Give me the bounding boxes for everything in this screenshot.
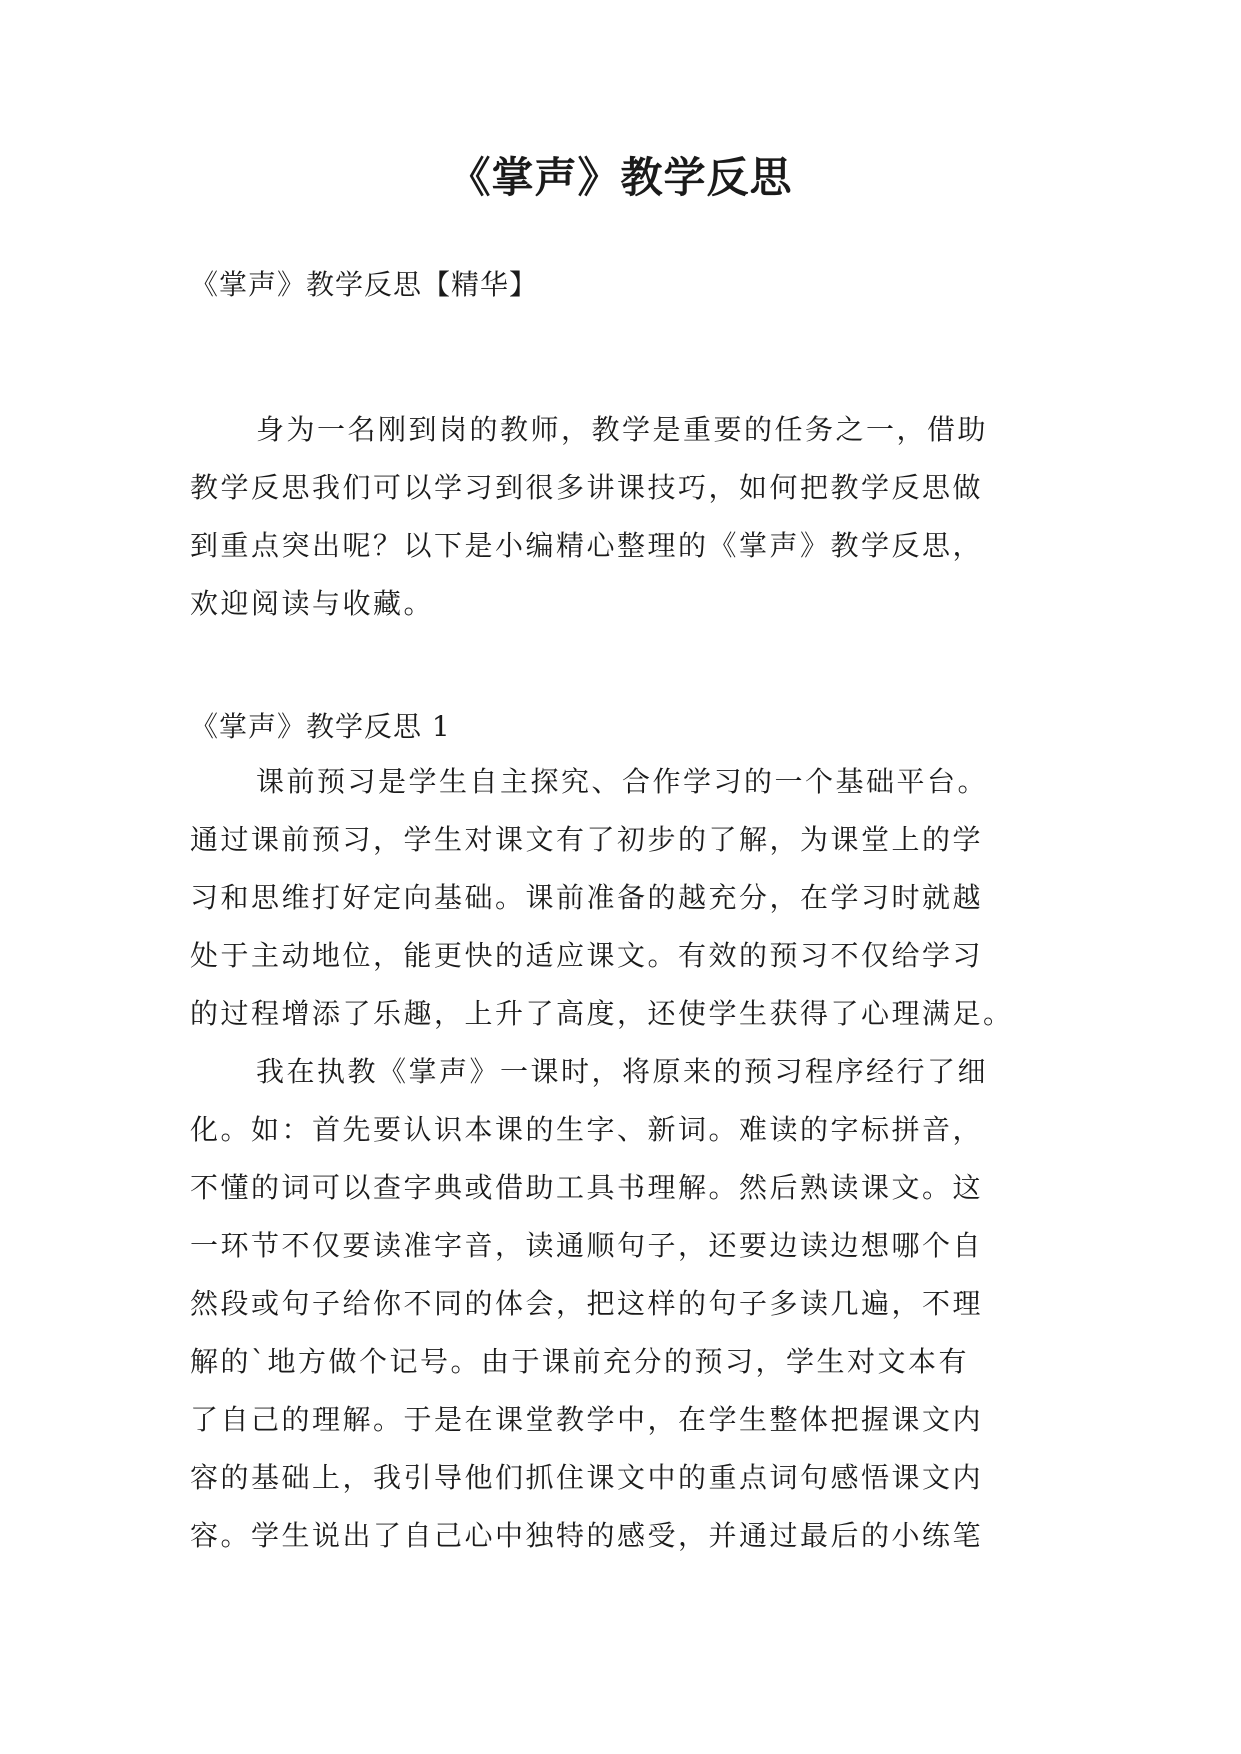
- body-line: 处于主动地位，能更快的适应课文。有效的预习不仅给学习: [190, 939, 984, 972]
- body-line: 的过程增添了乐趣，上升了高度，还使学生获得了心理满足。: [190, 997, 1014, 1030]
- body-line: 解的`地方做个记号。由于课前充分的预习，学生对文本有: [190, 1345, 970, 1378]
- body-line: 习和思维打好定向基础。课前准备的越充分，在学习时就越: [190, 881, 984, 914]
- body-line: 然段或句子给你不同的体会，把这样的句子多读几遍，不理: [190, 1287, 984, 1320]
- body-line: 课前预习是学生自主探究、合作学习的一个基础平台。: [256, 765, 989, 798]
- body-line: 容。学生说出了自己心中独特的感受，并通过最后的小练笔: [190, 1519, 984, 1552]
- document-title: 《掌声》教学反思: [448, 153, 793, 202]
- intro-line: 欢迎阅读与收藏。: [190, 587, 435, 620]
- body-line: 不懂的词可以查字典或借助工具书理解。然后熟读课文。这: [190, 1171, 984, 1204]
- intro-line: 教学反思我们可以学习到很多讲课技巧，如何把教学反思做: [190, 471, 984, 504]
- intro-line: 到重点突出呢？以下是小编精心整理的《掌声》教学反思，: [190, 529, 984, 562]
- body-line: 一环节不仅要读准字音，读通顺句子，还要边读边想哪个自: [190, 1229, 984, 1262]
- intro-line: 身为一名刚到岗的教师，教学是重要的任务之一，借助: [256, 413, 989, 446]
- body-line: 了自己的理解。于是在课堂教学中，在学生整体把握课文内: [190, 1403, 984, 1436]
- body-line: 容的基础上，我引导他们抓住课文中的重点词句感悟课文内: [190, 1461, 984, 1494]
- body-line: 通过课前预习，学生对课文有了初步的了解，为课堂上的学: [190, 823, 984, 856]
- body-line: 化。如：首先要认识本课的生字、新词。难读的字标拼音，: [190, 1113, 984, 1146]
- section-heading: 《掌声》教学反思 1: [190, 710, 451, 743]
- body-line: 我在执教《掌声》一课时，将原来的预习程序经行了细: [256, 1055, 989, 1088]
- document-subtitle: 《掌声》教学反思【精华】: [190, 268, 539, 301]
